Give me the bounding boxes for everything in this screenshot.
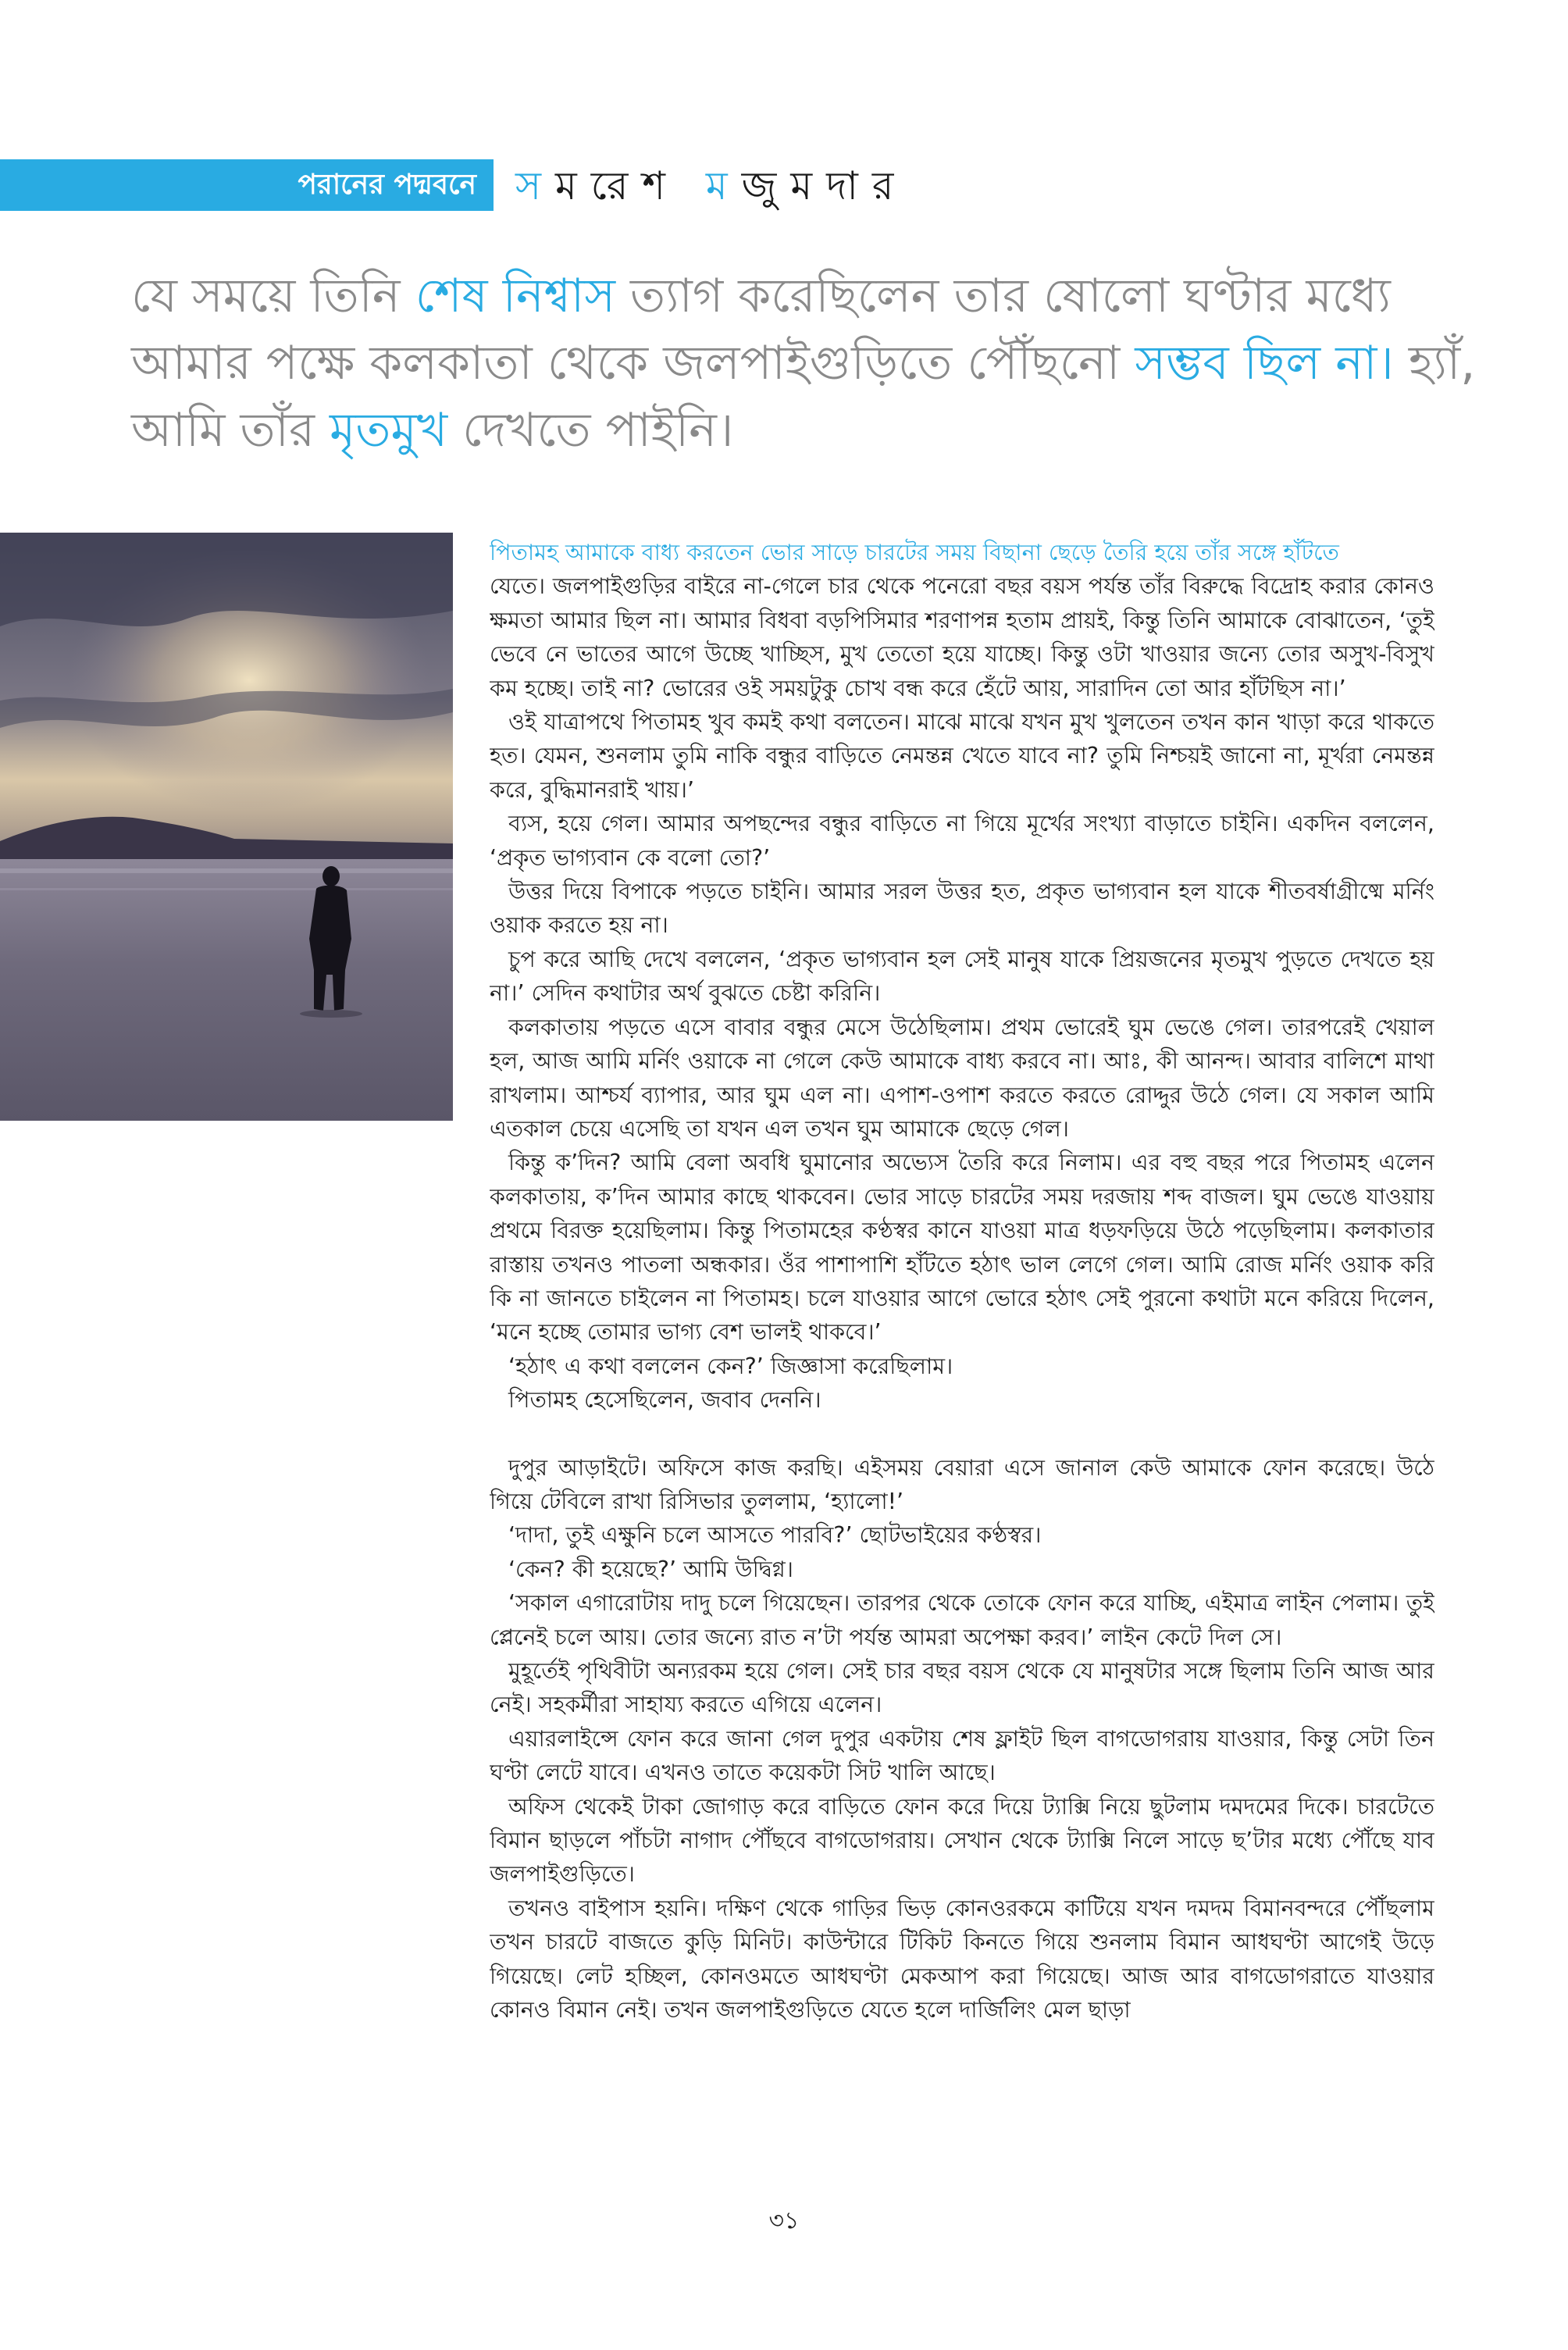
series-title: পরানের পদ্মবনে bbox=[298, 169, 476, 201]
headline-part-3: হ্যাঁ, আমি তাঁর bbox=[131, 336, 1476, 458]
beach-walker-image bbox=[0, 533, 453, 1121]
author-part-1: মরেশ bbox=[555, 163, 706, 209]
paragraph-13: ‘সকাল এগারোটায় দাদু চলে গিয়েছেন। তারপর থেকে তোকে ফোন করে যাচ্ছি, এইমাত্র লাইন পেলাম। তুই প্লেনেই চলে আয়। তোর জন্যে রাত ন’টা পর্যন্ত আমরা অপেক্ষা করব।’ লাইন কেটে দিল সে। bbox=[490, 1590, 1434, 1650]
article-body bbox=[490, 536, 1434, 2180]
paragraph-10: দুপুর আড়াইটে। অফিসে কাজ করছি। এইসময় বেয়ারা এসে জানাল কেউ আমাকে ফোন করেছে। উঠে গিয়ে টেবিলে রাখা রিসিভার তুললাম, ‘হ্যালো!’ bbox=[490, 1454, 1434, 1514]
headline-highlight-2: সম্ভব ছিল না। bbox=[1135, 336, 1394, 390]
author-name bbox=[515, 161, 907, 211]
paragraph-14: মুহূর্তেই পৃথিবীটা অন্যরকম হয়ে গেল। সেই চার বছর বয়স থেকে যে মানুষটার সঙ্গে ছিলাম তিনি আজ আর নেই। সহকর্মীরা সাহায্য করতে এগিয়ে এলেন। bbox=[490, 1658, 1434, 1718]
headline-highlight-1: শেষ নিশ্বাস bbox=[415, 269, 615, 323]
paragraph-15: এয়ারলাইন্সে ফোন করে জানা গেল দুপুর একটায় শেষ ফ্লাইট ছিল বাগডোগরায় যাওয়ার, কিন্তু সেটা তিন ঘণ্টা লেটে যাবে। এখনও তাতে কয়েকটা সিট খালি আছে। bbox=[490, 1725, 1434, 1786]
headline-part-1: যে সময়ে তিনি bbox=[131, 269, 415, 323]
author-part-2: জুমদার bbox=[741, 163, 908, 209]
page-number: ৩১ bbox=[768, 2207, 800, 2234]
paragraph-11: ‘দাদা, তুই এক্ষুনি চলে আসতে পারবি?’ ছোটভাইয়ের কণ্ঠস্বর। bbox=[508, 1522, 1042, 1549]
paragraph-9: পিতামহ হেসেছিলেন, জবাব দেননি। bbox=[508, 1387, 821, 1414]
paragraph-8: ‘হঠাৎ এ কথা বললেন কেন?’ জিজ্ঞাসা করেছিলাম। bbox=[508, 1353, 953, 1379]
paragraph-1: যেতে। জলপাইগুড়ির বাইরে না-গেলে চার থেকে পনেরো বছর বয়স পর্যন্ত তাঁর বিরুদ্ধে বিদ্রোহ করার কোনও ক্ষমতা আমার ছিল না। আমার বিধবা বড়পিসিমার শরণাপন্ন হতাম প্রায়ই, কিন্তু তিনি আমাকে বোঝাতেন, ‘তুই ভেবে নে ভাতের আগে উচ্ছে খাচ্ছিস, মুখ তেতো হয়ে যাচ্ছে। কিন্তু ওটা খাওয়ার জন্যে তোর অসুখ-বিসুখ কম হচ্ছে। তাই না? ভোরের ওই সময়টুকু চোখ বন্ধ করে হেঁটে আয়, সারাদিন তো আর হাঁটছিস না।’ bbox=[490, 573, 1434, 701]
paragraph-4: উত্তর দিয়ে বিপাকে পড়তে চাইনি। আমার সরল উত্তর হত, প্রকৃত ভাগ্যবান হল যাকে শীতবর্ষাগ্রীষ্মে মর্নিং ওয়াক করতে হয় না। bbox=[490, 879, 1434, 939]
paragraph-17: তখনও বাইপাস হয়নি। দক্ষিণ থেকে গাড়ির ভিড় কোনওরকমে কাটিয়ে যখন দমদম বিমানবন্দরে পৌঁছলাম তখন চারটে বাজতে কুড়ি মিনিট। কাউন্টারে টিকিট কিনতে গিয়ে শুনলাম বিমান আধঘণ্টা আগেই উড়ে গিয়েছে। লেট হচ্ছিল, কোনওমতে আধঘণ্টা মেকআপ করা গিয়েছে। আজ আর বাগডোগরাতে যাওয়ার কোনও বিমান নেই। তখন জলপাইগুড়িতে যেতে হলে দার্জিলিং মেল ছাড়া bbox=[490, 1895, 1434, 2024]
beach-sunset-photo bbox=[0, 533, 453, 1121]
section-break bbox=[490, 1417, 1434, 1451]
pull-quote-headline bbox=[131, 262, 1490, 464]
series-band bbox=[0, 159, 494, 211]
lead-line: পিতামহ আমাকে বাধ্য করতেন ভোর সাড়ে চারটের সময় বিছানা ছেড়ে তৈরি হয়ে তাঁর সঙ্গে হাঁটতে bbox=[490, 540, 1339, 565]
paragraph-3: ব্যস, হয়ে গেল। আমার অপছন্দের বন্ধুর বাড়িতে না গিয়ে মূর্খের সংখ্যা বাড়াতে চাইনি। একদিন বললেন, ‘প্রকৃত ভাগ্যবান কে বলো তো?’ bbox=[490, 811, 1434, 871]
author-initial-2: ম bbox=[705, 163, 742, 209]
paragraph-6: কলকাতায় পড়তে এসে বাবার বন্ধুর মেসে উঠেছিলাম। প্রথম ভোরেই ঘুম ভেঙে গেল। তারপরেই খেয়াল হল, আজ আমি মর্নিং ওয়াকে না গেলে কেউ আমাকে বাধ্য করবে না। আঃ, কী আনন্দ। আবার বালিশে মাথা রাখলাম। আশ্চর্য ব্যাপার, আর ঘুম এল না। এপাশ-ওপাশ করতে করতে রোদ্দুর উঠে গেল। যে সকাল আমি এতকাল চেয়ে এসেছি তা যখন এল তখন ঘুম আমাকে ছেড়ে গেল। bbox=[490, 1014, 1434, 1142]
paragraph-16: অফিস থেকেই টাকা জোগাড় করে বাড়িতে ফোন করে দিয়ে ট্যাক্সি নিয়ে ছুটলাম দমদমের দিকে। চারটেতে বিমান ছাড়লে পাঁচটা নাগাদ পৌঁছবে বাগডোগরায়। সেখান থেকে ট্যাক্সি নিলে সাড়ে ছ’টার মধ্যে পৌঁছে যাব জলপাইগুড়িতে। bbox=[490, 1793, 1434, 1888]
paragraph-2: ওই যাত্রাপথে পিতামহ খুব কমই কথা বলতেন। মাঝে মাঝে যখন মুখ খুলতেন তখন কান খাড়া করে থাকতে হত। যেমন, শুনলাম তুমি নাকি বন্ধুর বাড়িতে নেমন্তন্ন খেতে যাবে না? তুমি নিশ্চয়ই জানো না, মূর্খরা নেমন্তন্ন করে, বুদ্ধিমানরাই খায়।’ bbox=[490, 709, 1434, 803]
paragraph-12: ‘কেন? কী হয়েছে?’ আমি উদ্বিগ্ন। bbox=[508, 1556, 793, 1582]
paragraph-5: চুপ করে আছি দেখে বললেন, ‘প্রকৃত ভাগ্যবান হল সেই মানুষ যাকে প্রিয়জনের মৃতমুখ পুড়তে দেখতে হয় না।’ সেদিন কথাটার অর্থ বুঝতে চেষ্টা করিনি। bbox=[490, 946, 1434, 1007]
author-initial-1: স bbox=[515, 163, 556, 209]
paragraph-7: কিন্তু ক’দিন? আমি বেলা অবধি ঘুমানোর অভ্যেস তৈরি করে নিলাম। এর বহু বছর পরে পিতামহ এলেন কলকাতায়, ক’দিন আমার কাছে থাকবেন। ভোর সাড়ে চারটের সময় দরজায় শব্দ বাজল। ঘুম ভেঙে যাওয়ায় প্রথমে বিরক্ত হয়েছিলাম। কিন্তু পিতামহের কণ্ঠস্বর কানে যাওয়া মাত্র ধড়ফড়িয়ে উঠে পড়েছিলাম। কলকাতার রাস্তায় তখনও পাতলা অন্ধকার। ওঁর পাশাপাশি হাঁটতে হঠাৎ ভাল লেগে গেল। আমি রোজ মর্নিং ওয়াক করি কি না জানতে চাইলেন না পিতামহ। চলে যাওয়ার আগে ভোরে হঠাৎ সেই পুরনো কথাটা মনে করিয়ে দিলেন, ‘মনে হচ্ছে তোমার ভাগ্য বেশ ভালই থাকবে।’ bbox=[490, 1150, 1434, 1346]
headline-part-2: ত্যাগ করেছিলেন তার ষোলো ঘণ্টার মধ্যে আমার পক্ষে কলকাতা থেকে জলপাইগুড়িতে পৌঁছনো bbox=[131, 269, 1391, 390]
headline-highlight-3: মৃতমুখ bbox=[330, 403, 448, 458]
headline-part-4: দেখতে পাইনি। bbox=[447, 403, 734, 458]
